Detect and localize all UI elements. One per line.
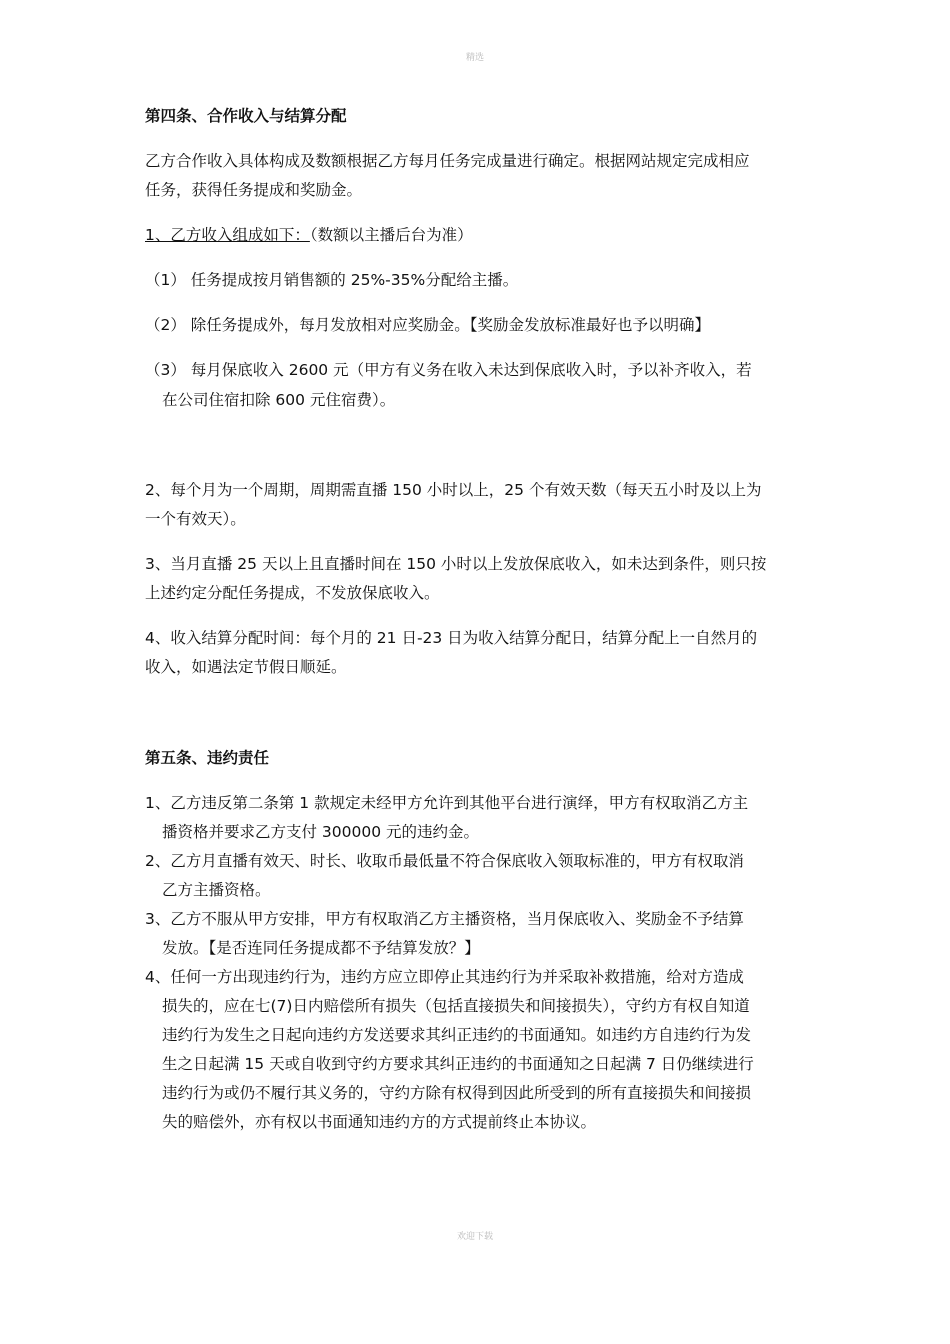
watermark-top: 精选 <box>465 53 484 63</box>
article-5-item-4-line-2: 损失的，应在七(7)日内赔偿所有损失（包括直接损失和间接损失），守约方有权自知道 <box>162 997 750 1015</box>
article-5-item-4-line-5: 违约行为或仍不履行其义务的，守约方除有权得到因此所受到的所有直接损失和间接损 <box>162 1084 752 1102</box>
article-5-item-4-line-4: 生之日起满 15 天或自收到守约方要求其纠正违约的书面通知之日起满 7 日仍继续进行 <box>162 1055 754 1073</box>
article-4-intro-line-1: 乙方合作收入具体构成及数额根据乙方每月任务完成量进行确定。根据网站规定完成相应 <box>145 152 750 170</box>
article-5-heading: 第五条、违约责任 <box>145 749 270 767</box>
article-4-item-1-underlined: 1、乙方收入组成如下： <box>145 226 310 244</box>
article-4-item-3-line-2: 上述约定分配任务提成，不发放保底收入。 <box>145 584 440 602</box>
article-5-item-4-line-6: 失的赔偿外，亦有权以书面通知违约方的方式提前终止本协议。 <box>162 1113 597 1131</box>
article-4-item-1 <box>145 225 473 245</box>
article-5-item-1-line-1: 1、乙方违反第二条第 1 款规定未经甲方允许到其他平台进行演绎，甲方有权取消乙方主 <box>145 794 749 812</box>
article-4-item-1-note: （数额以主播后台为准） <box>309 226 473 244</box>
article-5-item-3-line-2: 发放。【是否连同任务提成都不予结算发放？】 <box>162 939 480 957</box>
article-5-item-3-line-1: 3、乙方不服从甲方安排，甲方有权取消乙方主播资格，当月保底收入、奖励金不予结算 <box>145 910 744 928</box>
watermark-bottom: 欢迎下载 <box>456 1232 493 1242</box>
article-5-item-2-line-2: 乙方主播资格。 <box>162 881 271 899</box>
article-5-item-4-line-3: 违约行为发生之日起向违约方发送要求其纠正违约的书面通知。如违约方自违约行为发 <box>162 1026 752 1044</box>
article-4-intro-line-2: 任务，获得任务提成和奖励金。 <box>145 181 363 199</box>
article-4-sub-3-line-1: （3） 每月保底收入 2600 元（甲方有义务在收入未达到保底收入时，予以补齐收入，若 <box>145 361 752 379</box>
article-4-item-2-line-1: 2、每个月为一个周期，周期需直播 150 小时以上，25 个有效天数（每天五小时及以上为 <box>145 481 762 499</box>
article-4-sub-2: （2） 除任务提成外，每月发放相对应奖励金。【奖励金发放标准最好也予以明确】 <box>145 316 711 334</box>
article-4-item-2-line-2: 一个有效天）。 <box>145 510 246 528</box>
article-5-item-2-line-1: 2、乙方月直播有效天、时长、收取币最低量不符合保底收入领取标准的，甲方有权取消 <box>145 852 744 870</box>
article-4-item-3-line-1: 3、当月直播 25 天以上且直播时间在 150 小时以上发放保底收入，如未达到条件，则只按 <box>145 555 767 573</box>
article-5-item-4-line-1: 4、任何一方出现违约行为，违约方应立即停止其违约行为并采取补救措施，给对方造成 <box>145 968 744 986</box>
article-5-item-1-line-2: 播资格并要求乙方支付 300000 元的违约金。 <box>162 823 480 841</box>
article-4-sub-3-line-2: 在公司住宿扣除 600 元住宿费）。 <box>162 391 396 409</box>
article-4-sub-1: （1） 任务提成按月销售额的 25%-35%分配给主播。 <box>145 271 519 289</box>
article-4-item-4-line-1: 4、收入结算分配时间：每个月的 21 日-23 日为收入结算分配日，结算分配上一自然月的 <box>145 629 758 647</box>
article-4-heading: 第四条、合作收入与结算分配 <box>145 107 347 125</box>
article-4-item-4-line-2: 收入，如遇法定节假日顺延。 <box>145 658 347 676</box>
